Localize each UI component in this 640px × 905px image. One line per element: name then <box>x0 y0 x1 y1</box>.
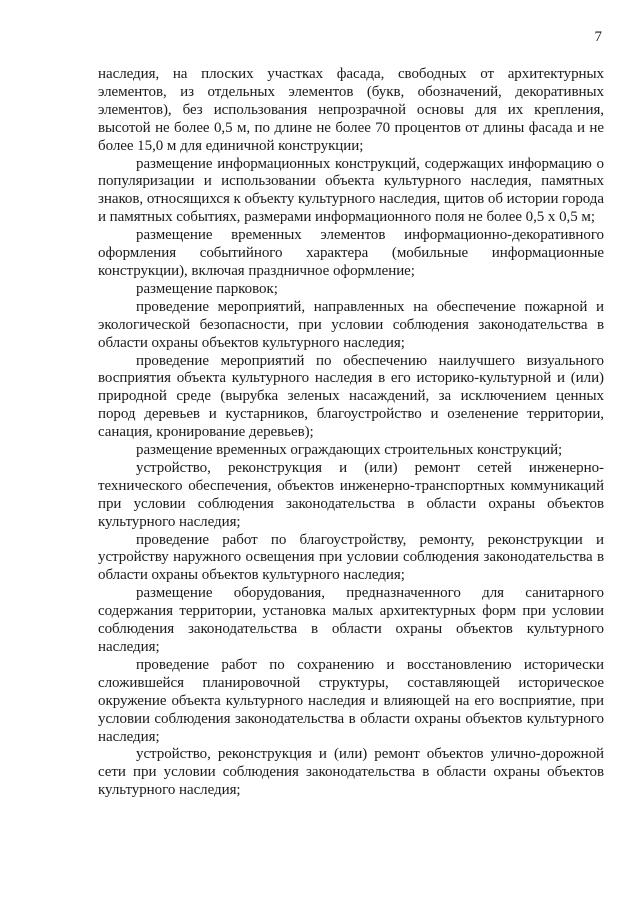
paragraph-sanitary-equipment: размещение оборудования, предназначенного для санитарного содержания территории, установка малых архитектурных форм при условии соблюдения законодательства в области охраны объектов культурного наследия; <box>98 585 604 655</box>
paragraph-information-structures: размещение информационных конструкций, содержащих информацию о популяризации и использовании объекта культурного наследия, памятных знаков, относящихся к объекту культурного наследия, щитов об истории города и памятных событиях, размерами информационного поля не более 0,5 х 0,5 м; <box>98 155 604 226</box>
document-body <box>98 66 604 800</box>
paragraph-outdoor-lighting: проведение работ по благоустройству, ремонту, реконструкции и устройству наружного освещения при условии соблюдения законодательства в области охраны объектов культурного наследия; <box>98 531 604 584</box>
paragraph-engineering-networks: устройство, реконструкция и (или) ремонт сетей инженерно-технического обеспечения, объектов инженерно-транспортных коммуникаций при условии соблюдения законодательства в области охраны объектов культурного наследия; <box>98 459 604 530</box>
paragraph-temporary-fencing: размещение временных ограждающих строительных конструкций; <box>136 442 563 459</box>
paragraph-planning-structure: проведение работ по сохранению и восстановлению исторически сложившейся планировочной структуры, составляющей историческое окружение объекта культурного наследия и влияющей на его восприятие, при условии соблюдения законодательства в области охраны объектов культурного наследия; <box>98 656 604 745</box>
paragraph-facade-elements: наследия, на плоских участках фасада, свободных от архитектурных элементов, из отдельных элементов (букв, обозначений, декоративных элементов), без использования непрозрачной основы для их крепления, высотой не более 0,5 м, по длине не более 70 процентов от длины фасада и не более 15,0 м для единичной конструкции; <box>98 66 604 154</box>
paragraph-parking: размещение парковок; <box>136 280 278 297</box>
paragraph-temporary-decoration: размещение временных элементов информационно-декоративного оформления событийного характера (мобильные информационные конструкции), включая праздничное оформление; <box>98 227 604 279</box>
paragraph-fire-safety: проведение мероприятий, направленных на обеспечение пожарной и экологической безопасности, при условии соблюдения законодательства в области охраны объектов культурного наследия; <box>98 298 604 351</box>
paragraph-road-network: устройство, реконструкция и (или) ремонт объектов улично-дорожной сети при условии соблюдения законодательства в области охраны объектов культурного наследия; <box>98 746 604 799</box>
paragraph-visual-perception: проведение мероприятий по обеспечению наилучшего визуального восприятия объекта культурного наследия в его историко-культурной и (или) природной среде (вырубка зеленых насаждений, за исключением ценных пород деревьев и кустарников, благоустройство и озеленение территории, санация, кронирование деревьев); <box>98 352 604 441</box>
page-number: 7 <box>594 29 602 45</box>
